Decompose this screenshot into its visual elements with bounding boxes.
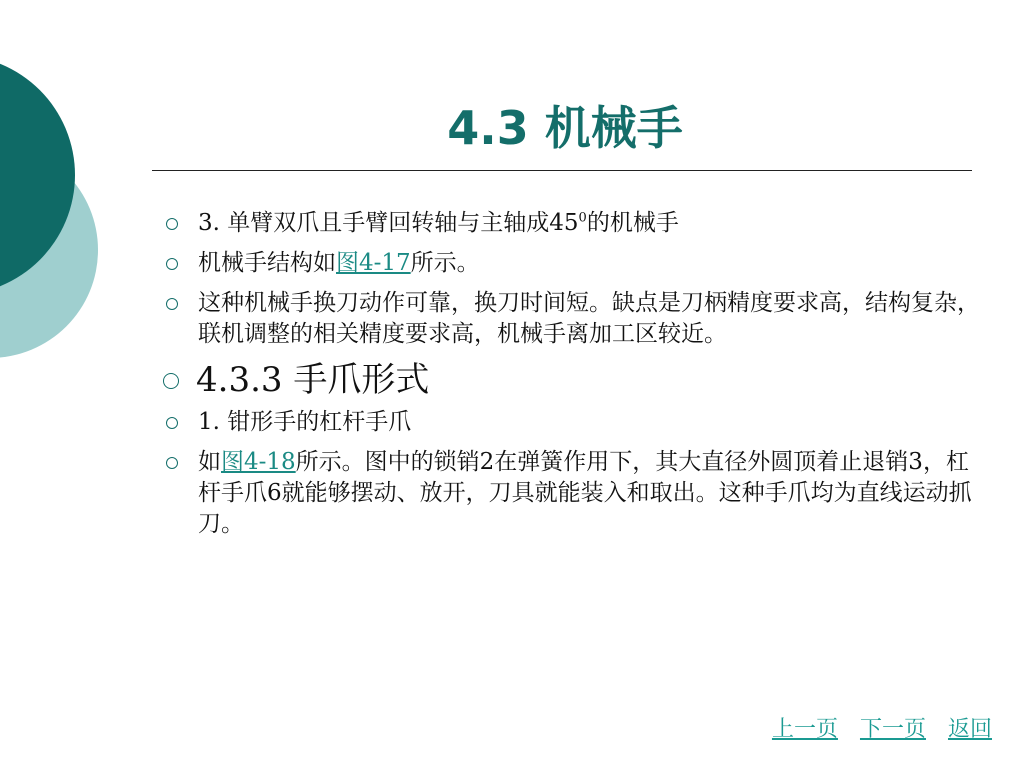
slide-title: 4.3 机械手 xyxy=(447,101,683,155)
bullet-circle-icon xyxy=(166,218,178,230)
bullet-circle-icon xyxy=(166,417,178,429)
item-text: 3. 单臂双爪且手臂回转轴与主轴成$45^0$的机械手 xyxy=(198,210,679,236)
item-text: 这种机械手换刀动作可靠，换刀时间短。缺点是刀柄精度要求高，结构复杂，联机调整的相关精度要求高，机械手离加工区较近。 xyxy=(198,290,980,347)
slide-navigation xyxy=(772,712,992,743)
figure-link-4-17[interactable]: 图4-17 xyxy=(336,250,411,276)
bullet-circle-icon xyxy=(163,373,179,389)
list-item xyxy=(160,288,980,350)
bullet-list xyxy=(160,208,980,549)
item-text: 机械手结构如图4-17所示。 xyxy=(198,250,480,276)
list-item xyxy=(160,248,980,279)
title-divider xyxy=(152,170,972,171)
superscript-degree: 0 xyxy=(578,210,587,226)
decorative-circles xyxy=(0,0,120,420)
list-item xyxy=(160,407,980,438)
figure-link-4-18[interactable]: 图4-18 xyxy=(221,449,296,475)
bullet-circle-icon xyxy=(166,258,178,270)
prev-page-link[interactable]: 上一页 xyxy=(771,717,838,742)
list-item xyxy=(160,447,980,540)
section-heading: 4.3.3 手爪形式 xyxy=(196,360,430,400)
list-item xyxy=(160,208,980,239)
bullet-circle-icon xyxy=(166,298,178,310)
bullet-circle-icon xyxy=(166,457,178,469)
item-text: 如图4-18所示。图中的锁销2在弹簧作用下，其大直径外圆顶着止退销3，杠杆手爪6就能够摆动、放开，刀具就能装入和取出。这种手爪均为直线运动抓刀。 xyxy=(198,449,972,537)
item-text: 1. 钳形手的杠杆手爪 xyxy=(198,409,412,435)
next-page-link[interactable]: 下一页 xyxy=(859,717,926,742)
section-heading-item xyxy=(160,359,980,401)
back-link[interactable]: 返回 xyxy=(947,717,992,742)
